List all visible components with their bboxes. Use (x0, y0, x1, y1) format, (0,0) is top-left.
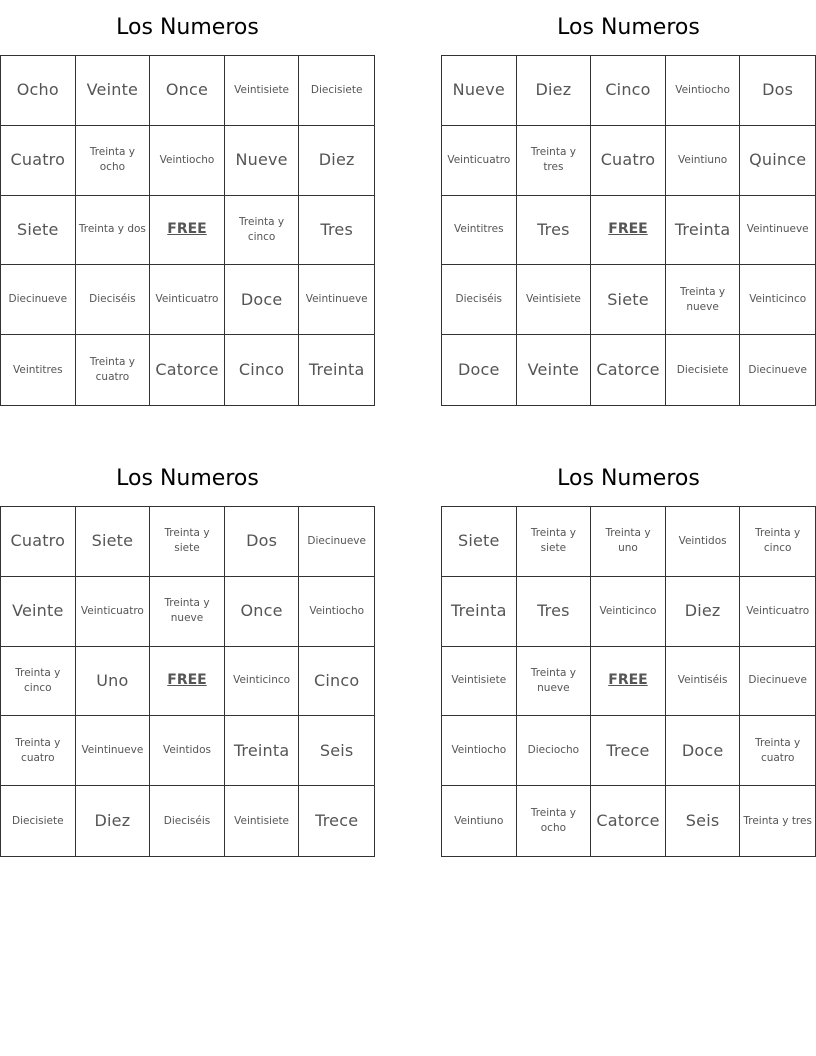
bingo-cell (517, 56, 592, 126)
bingo-cell (666, 196, 741, 266)
bingo-cell-label: Tres (537, 219, 570, 239)
bingo-cell-label: Treinta y tres (743, 814, 812, 827)
free-space-cell (591, 196, 666, 266)
bingo-cell-label: Treinta y cinco (755, 527, 801, 555)
bingo-cell (1, 716, 76, 786)
bingo-cell-label: Cinco (238, 360, 285, 380)
bingo-cell-label: Uno (96, 670, 129, 690)
bingo-cell-label: Quince (749, 150, 807, 170)
bingo-cell-label: Dieciséis (163, 814, 211, 827)
card-title: Los Numeros (116, 15, 259, 40)
bingo-cell-label: Treinta y ocho (530, 807, 576, 835)
bingo-cell (76, 265, 151, 335)
bingo-cell (1, 507, 76, 577)
bingo-cell (225, 786, 300, 856)
bingo-cell-label: Diez (535, 80, 572, 100)
bingo-cell-label: Veintiséis (677, 674, 728, 687)
bingo-cell-label: Veintisiete (234, 814, 290, 827)
bingo-cell (225, 577, 300, 647)
bingo-cell-label: Cinco (605, 80, 651, 100)
bingo-cell (76, 507, 151, 577)
bingo-cell-label: Catorce (155, 360, 219, 380)
bingo-cell (76, 56, 151, 126)
bingo-cell (591, 335, 666, 405)
bingo-cell-label: Dieciséis (455, 293, 503, 306)
bingo-cell-label: Veintisiete (234, 83, 290, 96)
bingo-cell (517, 335, 592, 405)
bingo-cell-label: Siete (458, 531, 500, 551)
bingo-cell (442, 786, 517, 856)
bingo-cell-label: Siete (17, 219, 59, 239)
bingo-cell-label: Veintitres (454, 223, 504, 236)
bingo-cell (740, 507, 815, 577)
bingo-cell-label: Veintisiete (525, 293, 581, 306)
bingo-cell-label: Veintinueve (81, 744, 144, 757)
bingo-cell (666, 265, 741, 335)
bingo-cell-label: Dos (246, 531, 278, 551)
bingo-cell-label: Dieciocho (527, 744, 580, 757)
bingo-cell (299, 335, 374, 405)
bingo-cell (225, 265, 300, 335)
bingo-cell (1, 786, 76, 856)
bingo-cell-label: Treinta y cuatro (755, 736, 801, 764)
bingo-cell-label: Veintinueve (746, 223, 809, 236)
bingo-cell-label: Veinticinco (233, 674, 291, 687)
bingo-cell (299, 716, 374, 786)
bingo-cell-label: Treinta y nueve (680, 285, 726, 313)
bingo-cell-label: Veintitres (13, 363, 63, 376)
bingo-cell (76, 126, 151, 196)
bingo-cell-label: Veinticuatro (155, 293, 219, 306)
bingo-cell-label: Treinta y siete (530, 527, 576, 555)
bingo-cell-label: Treinta y cinco (239, 215, 285, 243)
bingo-cell (591, 577, 666, 647)
bingo-cell (150, 716, 225, 786)
bingo-cell-label: Doce (240, 289, 283, 309)
bingo-cell-label: Veintinueve (305, 293, 368, 306)
bingo-cell (225, 335, 300, 405)
bingo-grid (441, 55, 816, 406)
bingo-cell-label: FREE (167, 221, 207, 238)
bingo-cell-label: Siete (607, 289, 649, 309)
bingo-cell (740, 716, 815, 786)
bingo-cell-label: Diecinueve (748, 363, 807, 376)
bingo-cell (299, 56, 374, 126)
bingo-cell-label: Once (240, 601, 283, 621)
bingo-cell-label: Cinco (314, 670, 360, 690)
bingo-cell-label: Veintiocho (675, 83, 730, 96)
bingo-cell-label: Veintiocho (159, 153, 215, 166)
bingo-cell (591, 786, 666, 856)
bingo-cell-label: Diez (684, 601, 721, 621)
bingo-cell-label: Treinta y cuatro (15, 736, 61, 764)
bingo-cell-label: Dieciséis (89, 293, 136, 306)
bingo-cell-label: Treinta y cinco (15, 666, 61, 694)
bingo-cell (1, 647, 76, 717)
bingo-cell (225, 56, 300, 126)
bingo-cell-label: Veintiuno (454, 814, 504, 827)
bingo-cell-label: Diecisiete (310, 83, 363, 96)
bingo-cell-label: Veintiocho (309, 604, 365, 617)
bingo-cell (299, 265, 374, 335)
bingo-cell-label: Diecisiete (676, 363, 729, 376)
bingo-cell (1, 126, 76, 196)
bingo-cell-label: Treinta y nueve (164, 597, 210, 625)
bingo-cell (150, 126, 225, 196)
bingo-cell-label: Nueve (235, 150, 288, 170)
bingo-cell-label: Veinticuatro (447, 153, 511, 166)
bingo-cell-label: Veinte (86, 80, 139, 100)
bingo-cell-label: Treinta (308, 360, 365, 380)
bingo-cell (150, 56, 225, 126)
bingo-cell-label: Treinta y nueve (530, 666, 576, 694)
bingo-cell-label: Dos (762, 80, 794, 100)
bingo-cell (150, 507, 225, 577)
bingo-cell (740, 265, 815, 335)
card-title: Los Numeros (116, 466, 259, 491)
bingo-cell (299, 126, 374, 196)
bingo-cell-label: Diez (94, 811, 131, 831)
bingo-cell (740, 647, 815, 717)
bingo-cell (666, 126, 741, 196)
bingo-cell (442, 507, 517, 577)
bingo-cell (591, 126, 666, 196)
bingo-cell-label: Siete (91, 531, 134, 551)
bingo-cell (225, 196, 300, 266)
bingo-cell (76, 335, 151, 405)
bingo-cell (591, 716, 666, 786)
bingo-cell (76, 716, 151, 786)
bingo-cell-label: Trece (315, 811, 359, 831)
bingo-grid (0, 55, 375, 406)
bingo-cell-label: Tres (320, 219, 353, 239)
bingo-cell (740, 577, 815, 647)
bingo-cell (299, 196, 374, 266)
bingo-cell-label: Veintisiete (451, 674, 507, 687)
bingo-cell-label: Veintidos (162, 744, 211, 757)
free-space-cell (150, 647, 225, 717)
bingo-cell-label: FREE (608, 221, 648, 238)
bingo-cell-label: Nueve (452, 80, 505, 100)
bingo-cell-label: Catorce (596, 811, 660, 831)
bingo-cell-label: Ocho (16, 80, 59, 100)
bingo-cell (740, 56, 815, 126)
bingo-cell (76, 647, 151, 717)
bingo-cell (299, 577, 374, 647)
bingo-cell-label: Diecinueve (8, 293, 68, 306)
bingo-cell (442, 716, 517, 786)
bingo-cell-label: Cuatro (10, 150, 66, 170)
bingo-grid (441, 506, 816, 857)
bingo-cell-label: Treinta (233, 740, 290, 760)
bingo-cell (591, 265, 666, 335)
bingo-cell (299, 647, 374, 717)
bingo-cell-label: Cuatro (10, 531, 66, 551)
bingo-cell (517, 716, 592, 786)
bingo-cell (299, 786, 374, 856)
bingo-cell (517, 786, 592, 856)
bingo-cell-label: Veintiocho (451, 744, 507, 757)
bingo-cell (666, 716, 741, 786)
bingo-cell (666, 335, 741, 405)
bingo-cell-label: Doce (458, 360, 500, 380)
bingo-cell (225, 716, 300, 786)
bingo-cell (666, 577, 741, 647)
bingo-cell-label: Treinta y cuatro (89, 356, 135, 384)
bingo-cell-label: Treinta y ocho (89, 146, 135, 174)
bingo-cell (76, 786, 151, 856)
bingo-cell-label: Veinte (527, 360, 580, 380)
bingo-cell (666, 56, 741, 126)
bingo-cell-label: Veinticinco (749, 293, 807, 306)
bingo-cell (442, 647, 517, 717)
bingo-cell-label: Treinta (674, 219, 731, 239)
bingo-cell-label: Veintiuno (678, 153, 728, 166)
bingo-cell (150, 577, 225, 647)
bingo-cell-label: Catorce (596, 360, 660, 380)
bingo-cell (1, 577, 76, 647)
bingo-cell-label: Veinticinco (599, 604, 657, 617)
bingo-cell (517, 647, 592, 717)
bingo-cell-label: Once (165, 80, 209, 100)
bingo-cell (442, 56, 517, 126)
bingo-cell-label: Diecinueve (307, 534, 366, 547)
bingo-cell (1, 335, 76, 405)
bingo-cell-label: Veintidos (678, 534, 727, 547)
bingo-cell (517, 126, 592, 196)
bingo-cell (740, 196, 815, 266)
bingo-cell-label: Veinticuatro (746, 604, 810, 617)
card-title: Los Numeros (557, 15, 700, 40)
bingo-cell-label: Seis (319, 740, 354, 760)
bingo-cell-label: Treinta y uno (605, 527, 651, 555)
bingo-cell (442, 577, 517, 647)
bingo-cell (442, 335, 517, 405)
bingo-cell (591, 507, 666, 577)
bingo-cell-label: Diecinueve (748, 674, 807, 687)
bingo-cell (591, 56, 666, 126)
bingo-cell (442, 126, 517, 196)
bingo-cell (150, 265, 225, 335)
bingo-cell-label: FREE (167, 672, 207, 689)
card-title: Los Numeros (557, 466, 700, 491)
bingo-cell-label: Tres (537, 601, 570, 621)
bingo-cell (1, 56, 76, 126)
bingo-cell (150, 335, 225, 405)
bingo-cell (666, 507, 741, 577)
bingo-cell (76, 577, 151, 647)
bingo-cell (517, 196, 592, 266)
free-space-cell (150, 196, 225, 266)
bingo-cell (299, 507, 374, 577)
bingo-cell (225, 126, 300, 196)
bingo-cell-label: Treinta y siete (164, 527, 210, 555)
free-space-cell (591, 647, 666, 717)
bingo-cell (225, 507, 300, 577)
bingo-cell-label: Veinte (12, 601, 64, 621)
bingo-cell (666, 786, 741, 856)
bingo-cell-label: Diez (318, 150, 355, 170)
bingo-cell (225, 647, 300, 717)
bingo-cell (150, 786, 225, 856)
bingo-cell-label: Treinta (451, 601, 507, 621)
bingo-cell (517, 577, 592, 647)
bingo-cell-label: Cuatro (600, 150, 656, 170)
bingo-cell-label: Veinticuatro (80, 604, 144, 617)
bingo-cell (1, 265, 76, 335)
bingo-cell (1, 196, 76, 266)
bingo-cell (442, 196, 517, 266)
bingo-cell (517, 507, 592, 577)
bingo-cell-label: Doce (681, 740, 724, 760)
bingo-cell (76, 196, 151, 266)
bingo-cell-label: Treinta y dos (78, 223, 146, 236)
bingo-cell-label: Trece (606, 740, 650, 760)
bingo-cell (740, 126, 815, 196)
bingo-cell (740, 335, 815, 405)
bingo-cell (740, 786, 815, 856)
bingo-cell-label: Seis (685, 811, 720, 831)
bingo-cell (666, 647, 741, 717)
bingo-cell (442, 265, 517, 335)
bingo-cell-label: Diecisiete (12, 814, 64, 827)
bingo-cell (517, 265, 592, 335)
bingo-grid (0, 506, 375, 857)
bingo-cell-label: FREE (608, 672, 648, 689)
bingo-cell-label: Treinta y tres (530, 146, 576, 174)
